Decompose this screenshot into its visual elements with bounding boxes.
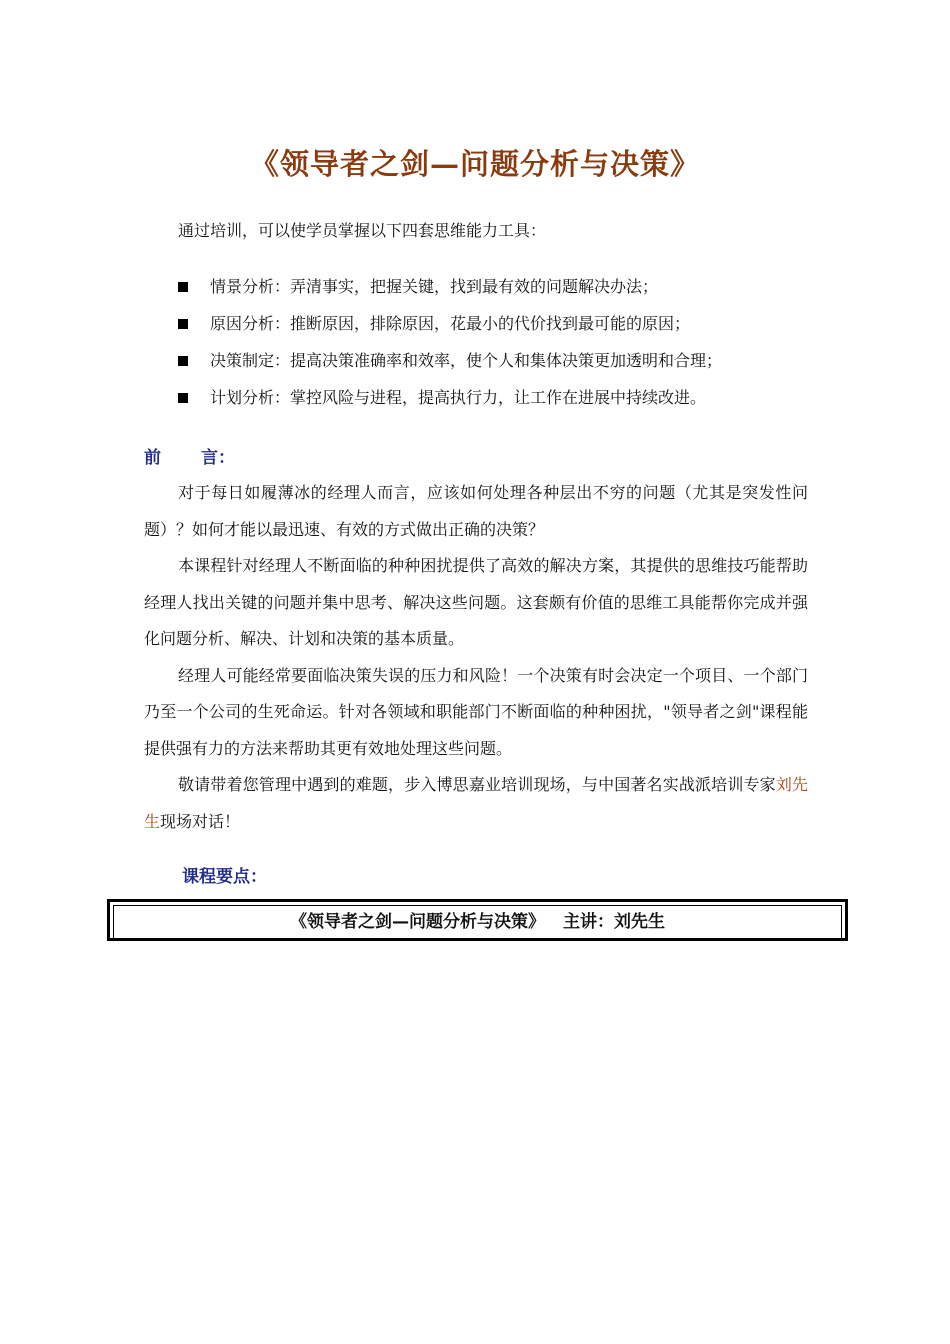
paragraph-text-end: 现场对话！ (160, 811, 241, 831)
square-bullet-icon (178, 282, 188, 292)
preface-paragraph: 本课程针对经理人不断面临的种种困扰提供了高效的解决方案，其提供的思维技巧能帮助经理人找出关键的问题并集中思考、解决这些问题。这套颇有价值的思维工具能帮你完成并强化问题分析、解决、计划和决策的基本质量。 (144, 556, 808, 648)
list-item-text: 决策制定：提高决策准确率和效率，使个人和集体决策更加透明和合理； (210, 351, 723, 370)
preface-paragraph: 对于每日如履薄冰的经理人而言，应该如何处理各种层出不穷的问题（尤其是突发性问题）？如何才能以最迅速、有效的方式做出正确的决策？ (144, 483, 808, 539)
preface-body (144, 475, 808, 840)
preface-heading (144, 443, 235, 468)
document-title: 《领导者之剑—问题分析与决策》 (249, 147, 700, 181)
course-title: 《领导者之剑—问题分析与决策》 (290, 912, 545, 932)
list-item-text: 原因分析：推断原因，排除原因，花最小的代价找到最可能的原因； (210, 314, 691, 333)
square-bullet-icon (178, 393, 188, 403)
square-bullet-icon (178, 356, 188, 366)
square-bullet-icon (178, 319, 188, 329)
list-item (178, 275, 722, 312)
list-item-text: 计划分析：掌控风险与进程，提高执行力，让工作在进展中持续改进。 (210, 388, 707, 407)
preface-heading-left: 前 (144, 448, 161, 468)
list-item (178, 312, 722, 349)
course-points-heading: 课程要点： (182, 867, 267, 887)
course-speaker: 主讲：刘先生 (563, 912, 665, 932)
list-item (178, 386, 722, 423)
course-info-cell (113, 905, 842, 938)
preface-paragraph-last (144, 767, 808, 840)
preface-paragraph: 经理人可能经常要面临决策失误的压力和风险！一个决策有时会决定一个项目、一个部门乃至一个公司的生死命运。针对各领域和职能部门不断面临的种种困扰，"领导者之剑"课程能提供强有力的方法来帮助其更有效地处理这些问题。 (144, 665, 808, 758)
list-item (178, 349, 722, 386)
list-item-text: 情景分析：弄清事实，把握关键，找到最有效的问题解决办法； (210, 277, 659, 296)
course-info-box (107, 899, 848, 941)
speaker-name-highlight: 刘先生 (144, 775, 808, 831)
paragraph-text: 敬请带着您管理中遇到的难题，步入博思嘉业培训现场，与中国著名实战派培训专家 (178, 775, 776, 794)
intro-text: 通过培训，可以使学员掌握以下四套思维能力工具： (178, 221, 547, 240)
preface-heading-right: 言： (201, 448, 235, 468)
tools-list (178, 275, 722, 423)
